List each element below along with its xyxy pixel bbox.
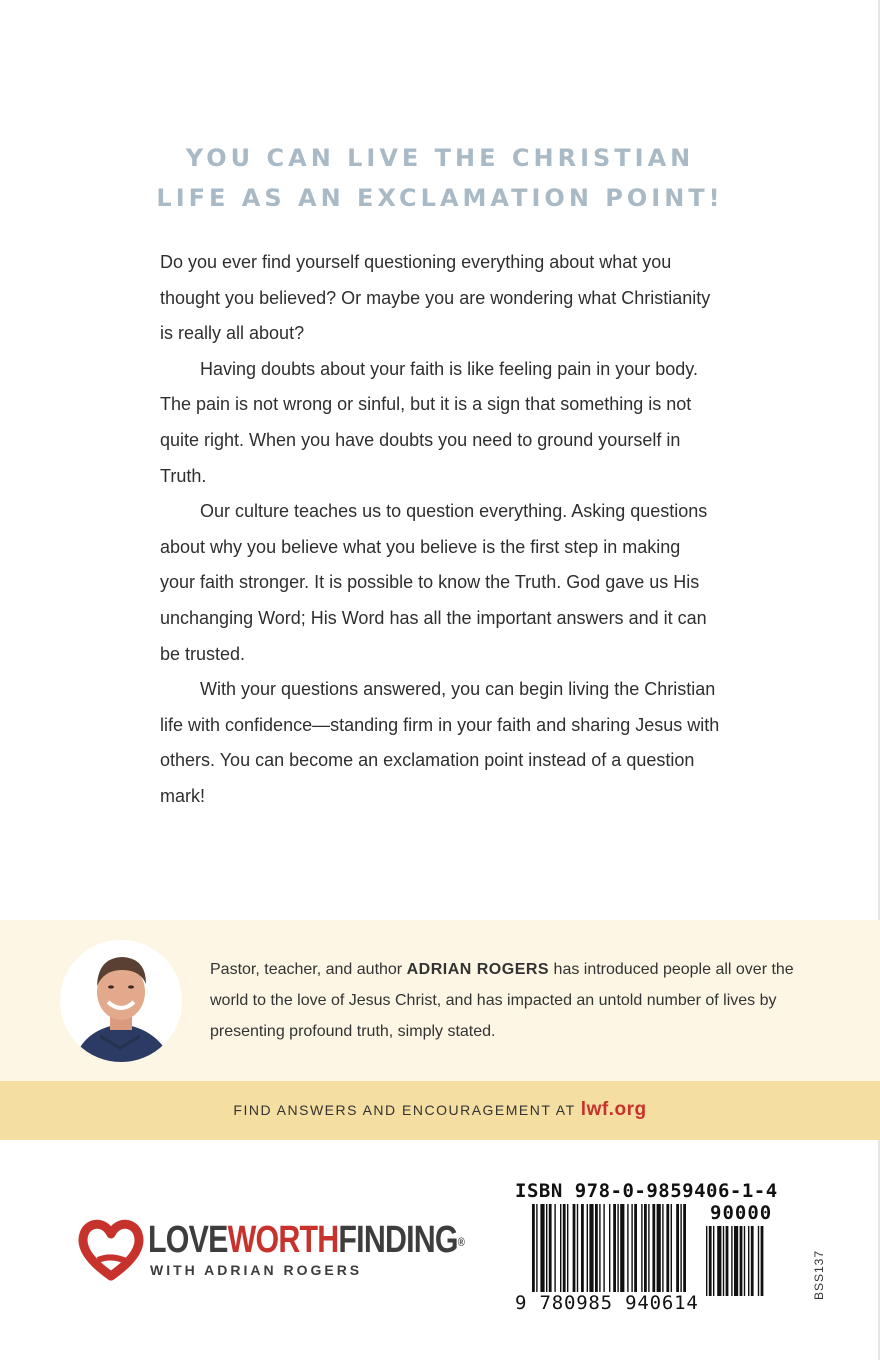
paragraph-4: With your questions answered, you can begin living the Christian life with confidence—standing firm in your faith and sharing Jesus with others. You can become an exclamation point instead of a question mark! <box>160 679 720 806</box>
logo-wordmark <box>148 1218 464 1262</box>
description-text <box>160 245 720 815</box>
paragraph-3: Our culture teaches us to question everything. Asking questions about why you believe what you believe is the first step in making your faith stronger. It is possible to know the Truth. God gave us His unchanging Word; His Word has all the important answers and it can be trusted. <box>160 501 708 664</box>
logo-word-love: LOVE <box>148 1219 228 1261</box>
registered-mark: ® <box>457 1235 465 1249</box>
heart-ribbon-icon <box>78 1216 144 1282</box>
logo-subtitle: WITH ADRIAN ROGERS <box>150 1262 363 1278</box>
isbn-label: ISBN 978-0-9859406-1-4 <box>515 1180 778 1202</box>
logo-word-finding: FINDING <box>338 1219 458 1261</box>
headline-line-2: LIFE AS AN EXCLAMATION POINT! <box>156 184 724 212</box>
barcode-addon-digits: 90000 <box>710 1202 773 1224</box>
product-code: BSS137 <box>812 1249 826 1300</box>
barcode-digits: 9 780985 940614 <box>515 1292 699 1314</box>
paragraph-2: Having doubts about your faith is like feeling pain in your body. The pain is not wrong or sinful, but it is a sign that something is not quite right. When you have doubts you need to ground yourself in Truth. <box>160 358 698 486</box>
isbn-barcode <box>508 1204 788 1300</box>
bio-intro: Pastor, teacher, and author <box>210 961 407 978</box>
headline <box>0 138 880 218</box>
headline-line-1: YOU CAN LIVE THE CHRISTIAN <box>185 144 695 172</box>
cta-text: FIND ANSWERS AND ENCOURAGEMENT AT <box>233 1102 581 1118</box>
cta-line <box>0 1096 880 1124</box>
author-bio <box>210 954 810 1047</box>
logo-word-worth: WORTH <box>227 1219 339 1261</box>
website-link[interactable]: lwf.org <box>580 1099 647 1120</box>
bio-rest: has introduced people all over the world to the love of Jesus Christ, and has impacted an untold number of lives by presenting profound truth, simply stated. <box>210 961 794 1040</box>
ministry-logo <box>78 1216 465 1286</box>
author-photo <box>60 940 182 1062</box>
author-name: ADRIAN ROGERS <box>406 961 550 978</box>
paragraph-1: Do you ever find yourself questioning everything about what you thought you believed? Or maybe you are wondering what Christianity is really all about? <box>160 252 711 344</box>
